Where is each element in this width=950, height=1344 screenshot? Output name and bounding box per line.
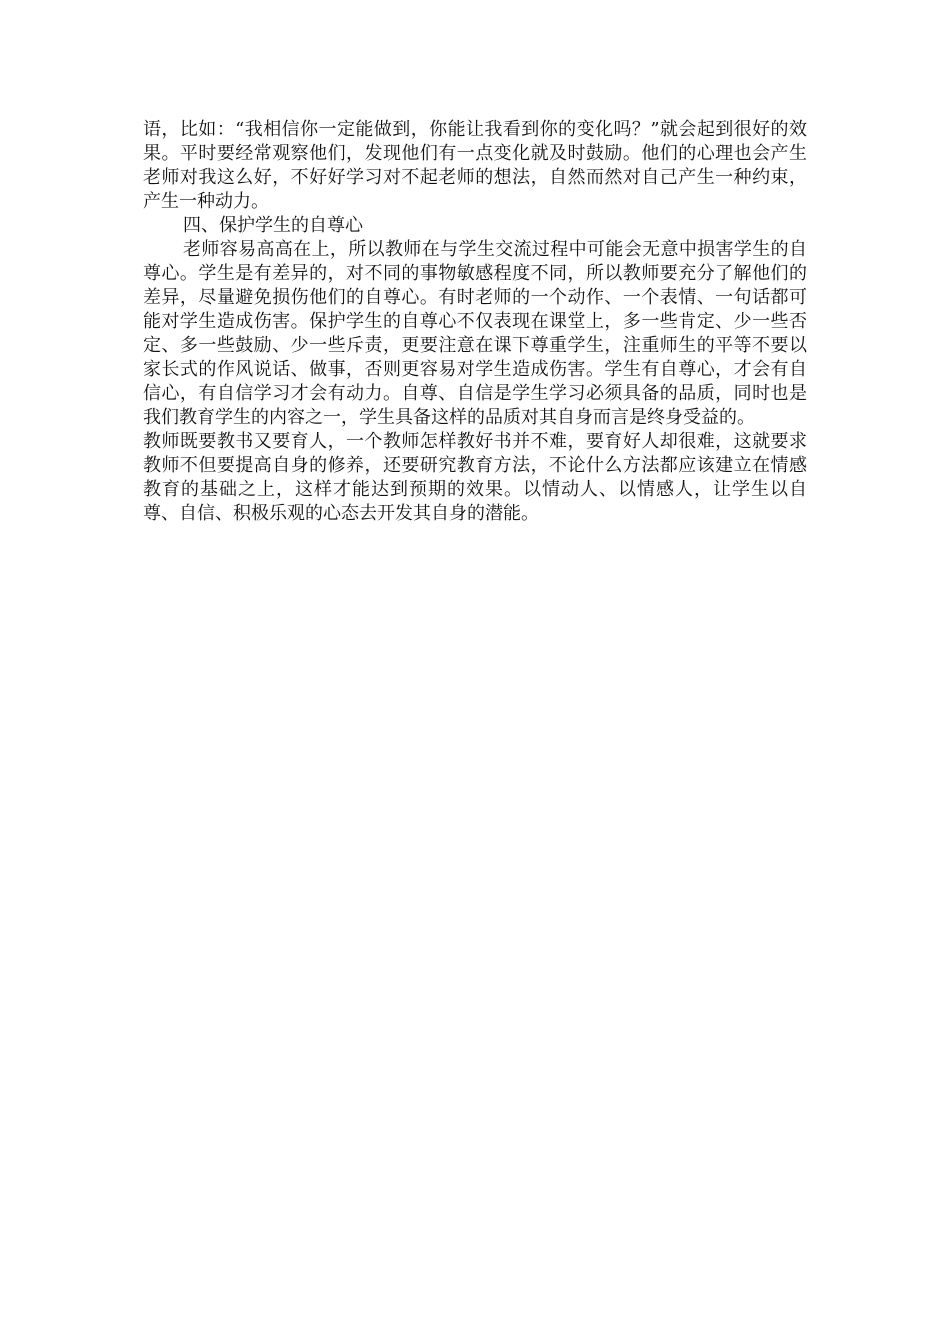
section-heading: 四、保护学生的自尊心 [183,215,363,236]
paragraph-continuation: 语，比如：“我相信你一定能做到，你能让我看到你的变化吗？”就会起到很好的效果。平时要经常观察他们，发现他们有一点变化就及时鼓励。他们的心理也会产生老师对我这么好，不好好学习对不起老师的想法，自然而然对自己产生一种约束，产生一种动力。 [143,119,807,212]
document-body [143,118,807,526]
paragraph-conclusion: 教师既要教书又要育人，一个教师怎样教好书并不难，要育好人却很难，这就要求教师不但要提高自身的修养，还要研究教育方法，不论什么方法都应该建立在情感教育的基础之上，这样才能达到预期的效果。以情动人、以情感人，让学生以自尊、自信、积极乐观的心态去开发其自身的潜能。 [143,431,807,524]
paragraph-self-esteem: 老师容易高高在上，所以教师在与学生交流过程中可能会无意中损害学生的自尊心。学生是有差异的，对不同的事物敏感程度不同，所以教师要充分了解他们的差异，尽量避免损伤他们的自尊心。有时老师的一个动作、一个表情、一句话都可能对学生造成伤害。保护学生的自尊心不仅表现在课堂上，多一些肯定、少一些否定、多一些鼓励、少一些斥责，更要注意在课下尊重学生，注重师生的平等不要以家长式的作风说话、做事，否则更容易对学生造成伤害。学生有自尊心，才会有自信心，有自信学习才会有动力。自尊、自信是学生学习必须具备的品质，同时也是我们教育学生的内容之一，学生具备这样的品质对其自身而言是终身受益的。 [143,239,807,428]
